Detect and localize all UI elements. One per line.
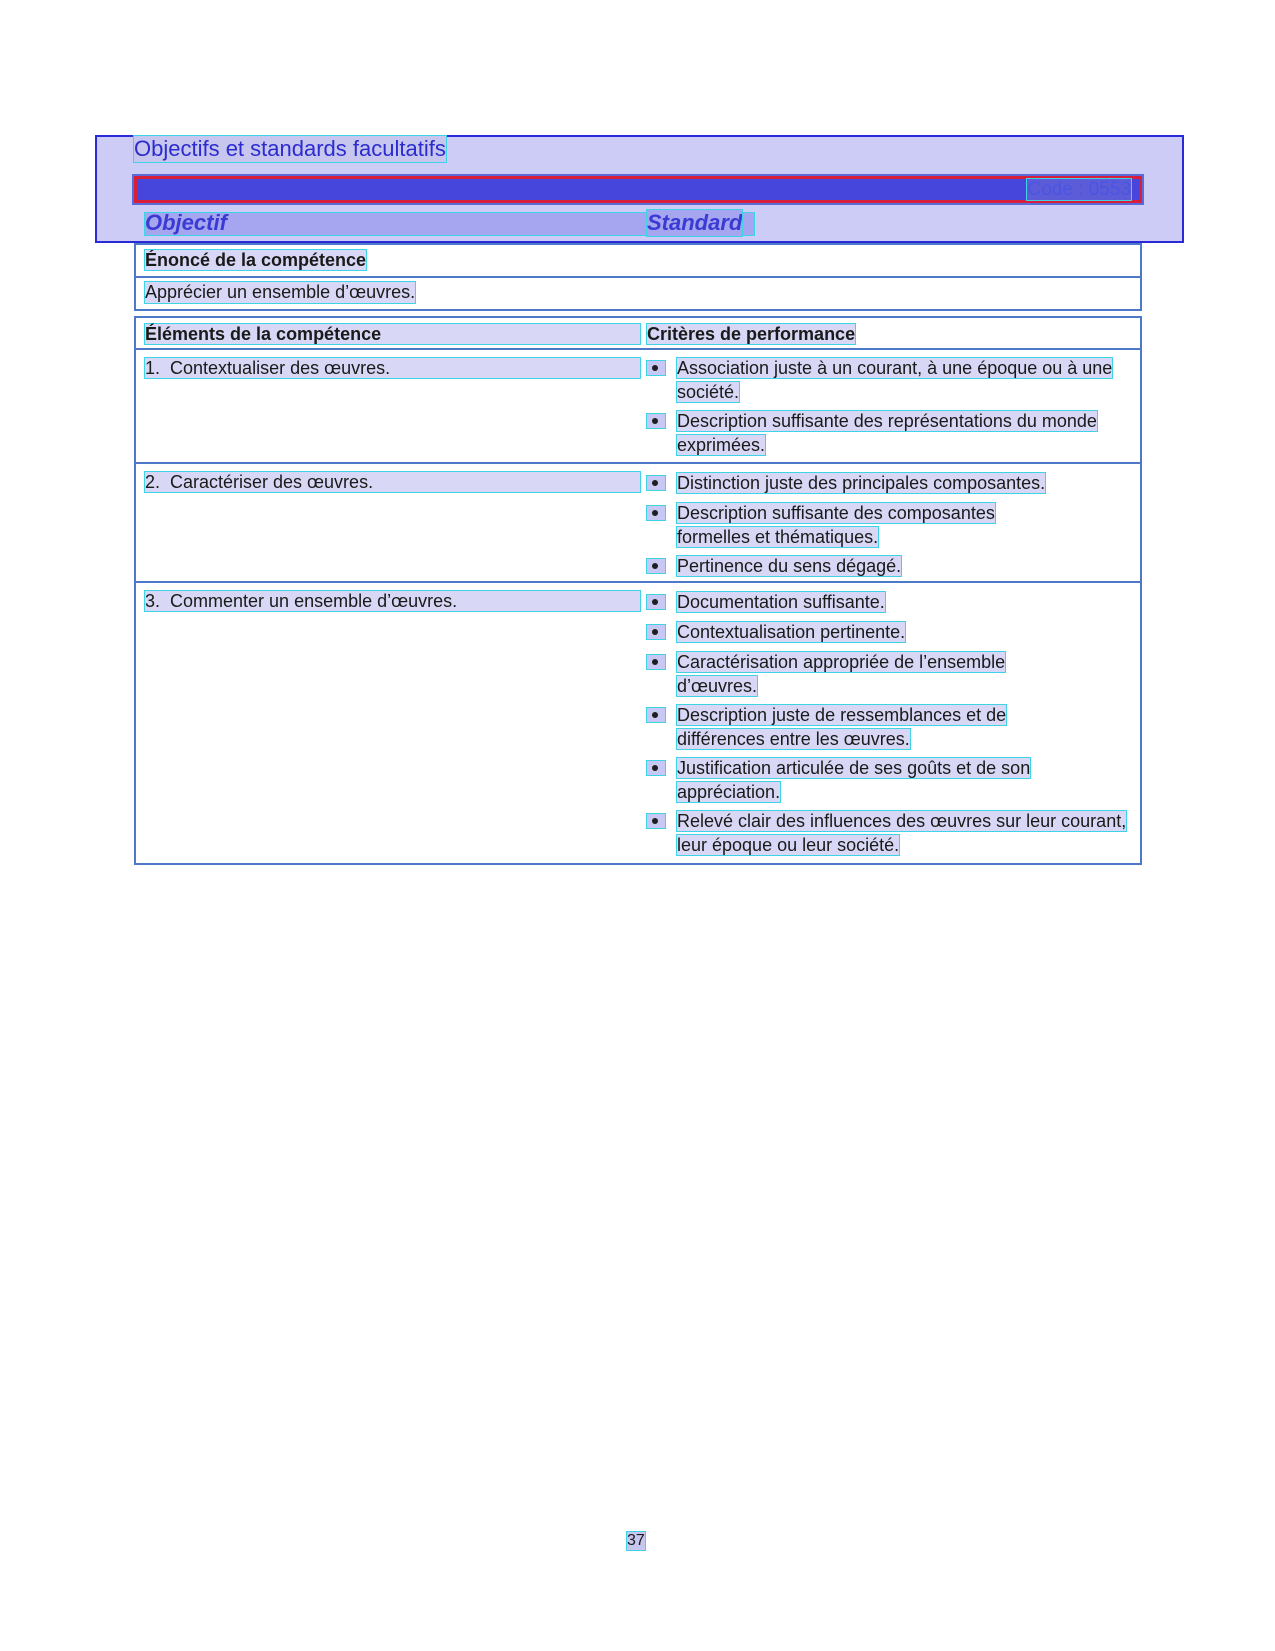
critere-text: Caractérisation appropriée de l’ensemble d’œuvres. <box>677 652 1006 696</box>
enonce-box <box>134 243 1142 311</box>
bullet-icon <box>647 708 665 722</box>
element-text: 3. Commenter un ensemble d’œuvres. <box>145 591 458 611</box>
critere-text: Distinction juste des principales composantes. <box>677 473 1046 493</box>
critere-text: Description juste de ressemblances et de différences entre les œuvres. <box>677 705 1007 749</box>
bullet-icon <box>647 814 665 828</box>
page-number: 37 <box>627 1532 645 1549</box>
code-bar <box>134 176 1142 203</box>
element-text: 1. Contextualiser des œuvres. <box>145 358 391 378</box>
enonce-text-row <box>136 278 1140 311</box>
enonce-heading: Énoncé de la compétence <box>145 250 367 270</box>
table-row <box>136 583 1140 863</box>
critere-text: Documentation suffisante. <box>677 592 885 612</box>
elements-header: Éléments de la compétence <box>145 324 382 344</box>
bullet-icon <box>647 655 665 669</box>
bullet-icon <box>647 625 665 639</box>
bullet-icon <box>647 761 665 775</box>
element-text: 2. Caractériser des œuvres. <box>145 472 374 492</box>
table-row <box>136 464 1140 583</box>
course-code: Code : 0553 <box>1027 179 1131 200</box>
table-header-row <box>136 318 1140 350</box>
objectif-label: Objectif <box>145 210 227 235</box>
enonce-heading-row <box>136 245 1140 278</box>
table-row <box>136 350 1140 464</box>
critere-text: Contextualisation pertinente. <box>677 622 906 642</box>
critere-text: Description suffisante des représentations du monde exprimées. <box>677 411 1097 455</box>
standard-label: Standard <box>647 210 743 235</box>
page-title: Objectifs et standards facultatifs <box>134 136 446 161</box>
critere-text: Association juste à un courant, à une époque ou à une société. <box>677 358 1113 402</box>
competence-table <box>134 316 1142 865</box>
bullet-icon <box>647 559 665 573</box>
bullet-icon <box>647 476 665 490</box>
enonce-text: Apprécier un ensemble d’œuvres. <box>145 282 416 302</box>
bullet-icon <box>647 414 665 428</box>
critere-text: Justification articulée de ses goûts et de son appréciation. <box>677 758 1031 802</box>
bullet-icon <box>647 506 665 520</box>
bullet-icon <box>647 361 665 375</box>
critere-text: Description suffisante des composantes formelles et thématiques. <box>677 503 995 547</box>
bullet-icon <box>647 595 665 609</box>
criteres-header: Critères de performance <box>647 324 856 344</box>
critere-text: Pertinence du sens dégagé. <box>677 556 902 576</box>
critere-text: Relevé clair des influences des œuvres sur leur courant, leur époque ou leur société. <box>677 811 1127 855</box>
